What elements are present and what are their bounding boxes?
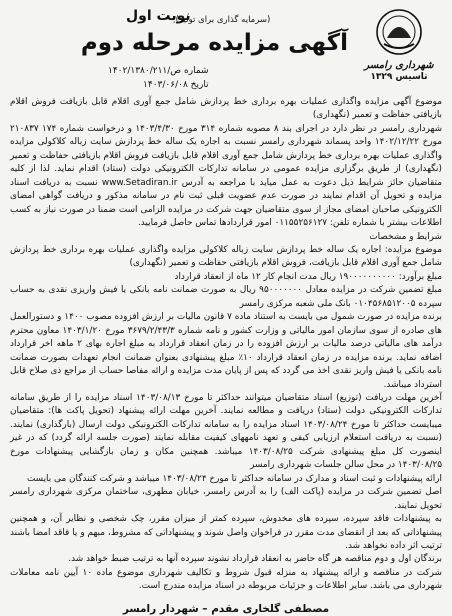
rejection-terms: به پیشنهادات فاقد سپرده، سپرده های مخدوش، سپرده کمتر از میزان مقرر، چک شخصی و نظایر آن، و همچنین پیشنهاداتی که بعد از انقضای مدت مقرر در فراخوان واصل شوند و پیشنهاداتی که مشروط، مبهم و یا فاقد امضا باشند ترتیب اثر داده نخواهد شد. bbox=[10, 514, 442, 551]
emblem-icon bbox=[372, 8, 426, 60]
notice-body bbox=[8, 96, 444, 594]
forfeit-terms: برندگان اول و دوم مناقصه هر گاه حاضر به انعقاد قرارداد نشوند سپرده آنها به ترتیب ضبط خواهد شد. bbox=[68, 554, 442, 565]
estimated-amount: مبلغ برآورد: ۱۹۰۰۰۰۰۰۰۰۰۰ ریال مدت انجام کار ۱۲ ماه از انعقاد قرارداد bbox=[174, 271, 442, 282]
header-kicker: (سرمایه گذاری برای تولید) bbox=[175, 15, 271, 25]
conditions-heading: شرایط و مشخصات bbox=[369, 231, 442, 242]
notice-subject: موضوع آگهی مزایده واگذاری عملیات بهره برداری خط پردازش شامل جمع آوری اقلام قابل بازیافت فروش اقلام بازیافتی حفاظت و تعمیر (نگهداری) bbox=[10, 97, 442, 121]
notice-title: آگهی مزایده مرحله دوم bbox=[80, 30, 348, 56]
mayor-signature: مصطفی گلخاری مقدم – شهردار رامسر bbox=[122, 602, 330, 615]
logo-city-text: شهرداری رامسر bbox=[364, 60, 434, 71]
logo-established-text: تاسیس ۱۳۲۹ bbox=[370, 72, 428, 82]
acceptance-terms: شرکت در مناقصه و ارائه پیشنهاد به منزله قبول شروط و تکالیف شهرداری موضوع ماده ۱۰ آیین نامه معاملات شهرداری می باشد. سایر اطلاعات و جزئیات مربوطه در اسناد مزایده مندرج است. bbox=[10, 567, 442, 592]
tax-terms: برنده مزایده در صورت شمول می بایست به استناد ماده ۷ قانون مالیات بر ارزش افزوده مصوب ۱۴۰۰ و دستورالعمل های صادره از سوی سازمان امور مالیاتی و وزارت کشور و نامه شماره ۳۶۷۹/۲/۴۳/۳ مورخ ۱۴۰۳/۱/۲۰ معاون محترم درآمد های مالیاتی درصد مالیات بر ارزش افزوده را در زمان انعقاد قرارداد به مبلغ اجاره بهای ۲ ماهه اخر قرارداد اضافه نماید. برنده مزایده در زمان انعقاد قرارداد ۱۰٪ مبلغ پیشنهادی بعنوان ضمانت انجام تعهدات بصورت ضمانت نامه بانکی یا فیش واریز نقدی اخذ می گردد که پس از پایان مدت مزایده و ارائه مفاصا حساب از مراجع ذی صلاح قابل استرداد میباشد. bbox=[10, 312, 442, 390]
notice-header bbox=[8, 4, 444, 96]
notice-intro: شهرداری رامسر در نظر دارد در اجرای بند ۸ مصوبه شماره ۳۱۴ مورخ ۱۴۰۳/۴/۳۰ و درخواست شماره ۱۷۴ ۲۱۰۸۳۷ مورخ ۱۴۰۲/۱۲/۲۲ واحد پسماند شهرداری رامسر نسبت به اجاره یک ساله خط پردازش سایت زباله کلاکولی مزایده واگذاری عملیات بهره برداری خط پردازش شامل جمع آوری اقلام قابل بازیافت فروش اقلام بازیافتی حفاظت و تعمیر (نگهداری) از طریق برگزاری مزایده عمومی در سامانه تدارکات الکترونیکی دولت (ستاد) اقدام نماید. لذا از کلیه متقاضیان حائز شرایط ذیل دعوت به عمل میاید با مراجعه به آدرس www.Setadiran.ir نسبت به دریافت اسناد مزایده و تحویل آن اقدام نمایند در صورت عدم عضویت قبلی ثبت نام در سامانه مذکور و دریافت گواهی امضای الکترونیکی صاحبان امضای مجاز از سوی متقاضیان جهت شرکت در مزایده الزامی است ضمنا در صورت نیاز به کسب اطلاعات بیشتر با شماره تلفن: ۰۱۱۵۵۲۵۶۱۲۷ امور قراردادها تماس حاصل فرمایید. bbox=[10, 123, 443, 229]
delivery-terms: اصل تضمین شرکت در مزایده (پاکت الف) را به آدرس رامسر، خیابان مطهری، ساختمان مرکزی شهرداری رامسر تحویل نمایند. bbox=[10, 487, 442, 511]
letter-number: شماره ص/۱۴۰۲/۱۳۸۰/۲۱۱ bbox=[108, 66, 209, 76]
deadlines: آخرین مهلت دریافت (توزیع) اسناد متقاضیان میتوانند حداکثر تا مورخ ۱۴۰۳/۰۸/۱۳ اسناد مزایده را از طریق سامانه تدارکات الکترونیکی دولت (ستاد) دریافت و مطالعه نمایند. آخرین مهلت ارائه پیشنهاد (تحویل پاکت ها): متقاضیان میبایست حداکثر تا مورخ ۱۴۰۳/۰۸/۲۴ اسناد مزایده را به سامانه تدارکات الکترونیکی دولت ارسال (بارگذاری) نمایند. (نسبت به دریافت استعلام ارزیابی کیفی و تعهد نامههای کیفیت مقابله نمایند (صورت جلسه ارائه گردد) که در غیر اینصورت کل مبلغ پیشنهادی شرکت ۱۴۰۳/۰۸/۲۵ میباشد. همچنین مکان و زمان بازگشایی پیشنهادات مورخ ۱۴۰۳/۰۸/۲۵ در محل سالن جلسات شهرداری رامسر bbox=[10, 392, 442, 471]
letter-date: تاریخ ۱۴۰۳/۰۶/۰۸ bbox=[143, 80, 209, 90]
guarantee-amount: مبلغ تضمین شرکت در مزایده معادل ۹۵۰۰۰۰۰۰۰ ریال به صورت ضمانت نامه بانکی یا فیش واریزی نقدی به حساب سپرده ۰۱۰۴۵۶۸۵۱۲۰۰۵ بانک ملی شعبه مرکزی رامسر bbox=[10, 285, 442, 309]
submission-terms: ارائه پیشنهادات و ثبت اسناد و مدارک در سامانه حداکثر تا مورخ ۱۴۰۳/۰۸/۲۴ میباشد و شرکت کنندگان می بایست bbox=[26, 473, 442, 484]
auction-subject: موضوع مزایده: اجاره یک ساله خط پردازش سایت زباله کلاکولی مزایده واگذاری عملیات بهره برداری خط پردازش شامل جمع آوری اقلام قابل بازیافت، فروش اقلام بازیافتی حفاظت و تعمیر (نگهداری) bbox=[10, 244, 442, 269]
municipality-logo bbox=[356, 8, 442, 86]
letter-meta bbox=[108, 64, 209, 92]
turn-label: نوبت اول bbox=[126, 8, 191, 24]
